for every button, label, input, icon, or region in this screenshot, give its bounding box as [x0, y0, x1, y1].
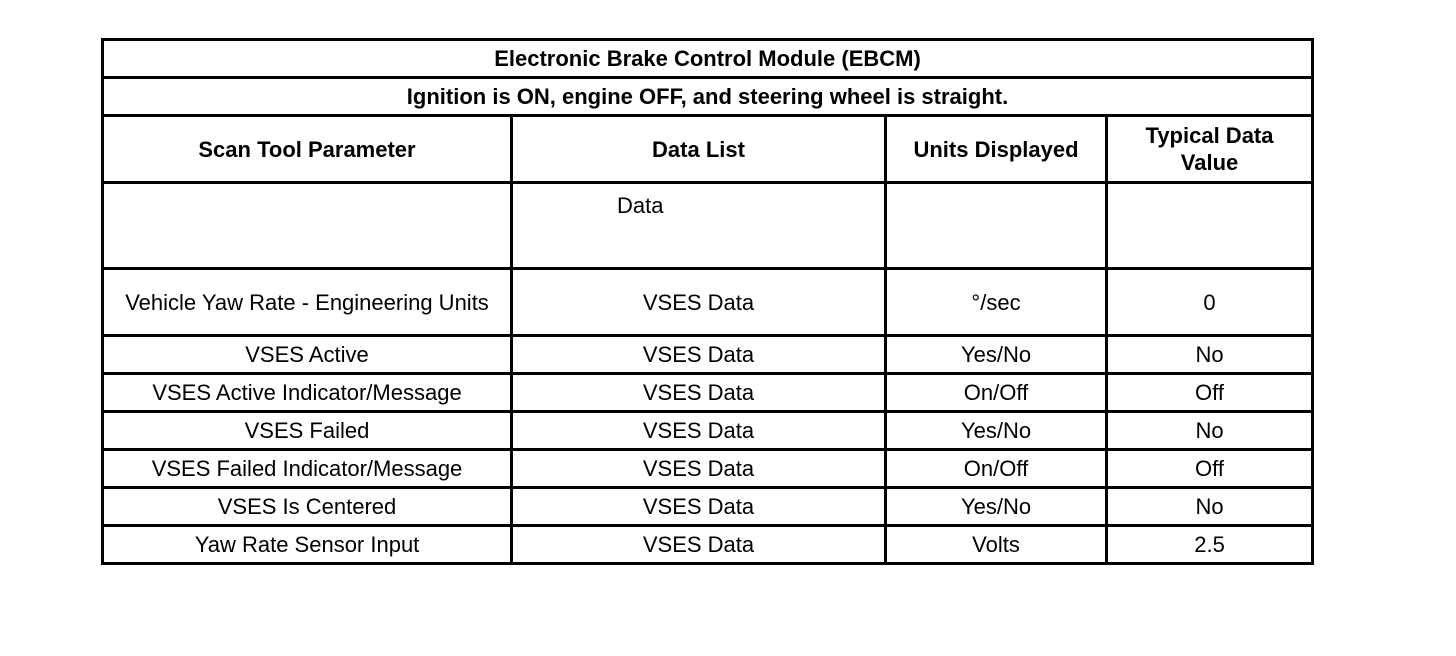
parameter-cell: VSES Failed Indicator/Message — [103, 450, 512, 488]
column-header-typical-value: Typical Data Value — [1107, 116, 1313, 183]
typical-value-cell: Off — [1107, 450, 1313, 488]
data-list-cell: VSES Data — [512, 269, 886, 336]
units-cell: Yes/No — [886, 412, 1107, 450]
parameter-cell: VSES Is Centered — [103, 488, 512, 526]
column-header-parameter: Scan Tool Parameter — [103, 116, 512, 183]
typical-value-cell: 2.5 — [1107, 526, 1313, 564]
units-cell: Yes/No — [886, 336, 1107, 374]
typical-value-cell: No — [1107, 412, 1313, 450]
parameter-cell: VSES Failed — [103, 412, 512, 450]
parameter-cell: VSES Active Indicator/Message — [103, 374, 512, 412]
column-header-row — [103, 116, 1313, 183]
test-condition: Ignition is ON, engine OFF, and steering wheel is straight. — [103, 78, 1313, 116]
data-group-row — [103, 183, 1313, 269]
typical-value-cell: Off — [1107, 374, 1313, 412]
typical-value-cell: No — [1107, 488, 1313, 526]
parameter-cell: Yaw Rate Sensor Input — [103, 526, 512, 564]
data-group-label: Data — [512, 183, 886, 269]
data-list-cell: VSES Data — [512, 526, 886, 564]
table-row — [103, 336, 1313, 374]
units-cell: Volts — [886, 526, 1107, 564]
units-cell: Yes/No — [886, 488, 1107, 526]
column-header-units: Units Displayed — [886, 116, 1107, 183]
data-list-cell: VSES Data — [512, 374, 886, 412]
typical-value-cell: No — [1107, 336, 1313, 374]
data-list-cell: VSES Data — [512, 412, 886, 450]
parameter-cell: Vehicle Yaw Rate - Engineering Units — [103, 269, 512, 336]
data-list-cell: VSES Data — [512, 450, 886, 488]
parameter-cell: VSES Active — [103, 336, 512, 374]
table-row — [103, 374, 1313, 412]
table-row — [103, 488, 1313, 526]
table-title-row — [103, 40, 1313, 78]
table-row — [103, 412, 1313, 450]
table-row — [103, 269, 1313, 336]
table-row — [103, 526, 1313, 564]
table-row — [103, 450, 1313, 488]
units-cell: On/Off — [886, 374, 1107, 412]
units-cell: °/sec — [886, 269, 1107, 336]
group-empty-cell — [103, 183, 512, 269]
column-header-data-list: Data List — [512, 116, 886, 183]
test-condition-row — [103, 78, 1313, 116]
data-list-cell: VSES Data — [512, 336, 886, 374]
group-empty-cell — [1107, 183, 1313, 269]
table-title: Electronic Brake Control Module (EBCM) — [103, 40, 1313, 78]
units-cell: On/Off — [886, 450, 1107, 488]
typical-value-cell: 0 — [1107, 269, 1313, 336]
group-empty-cell — [886, 183, 1107, 269]
data-list-cell: VSES Data — [512, 488, 886, 526]
ebcm-data-table — [101, 38, 1314, 565]
